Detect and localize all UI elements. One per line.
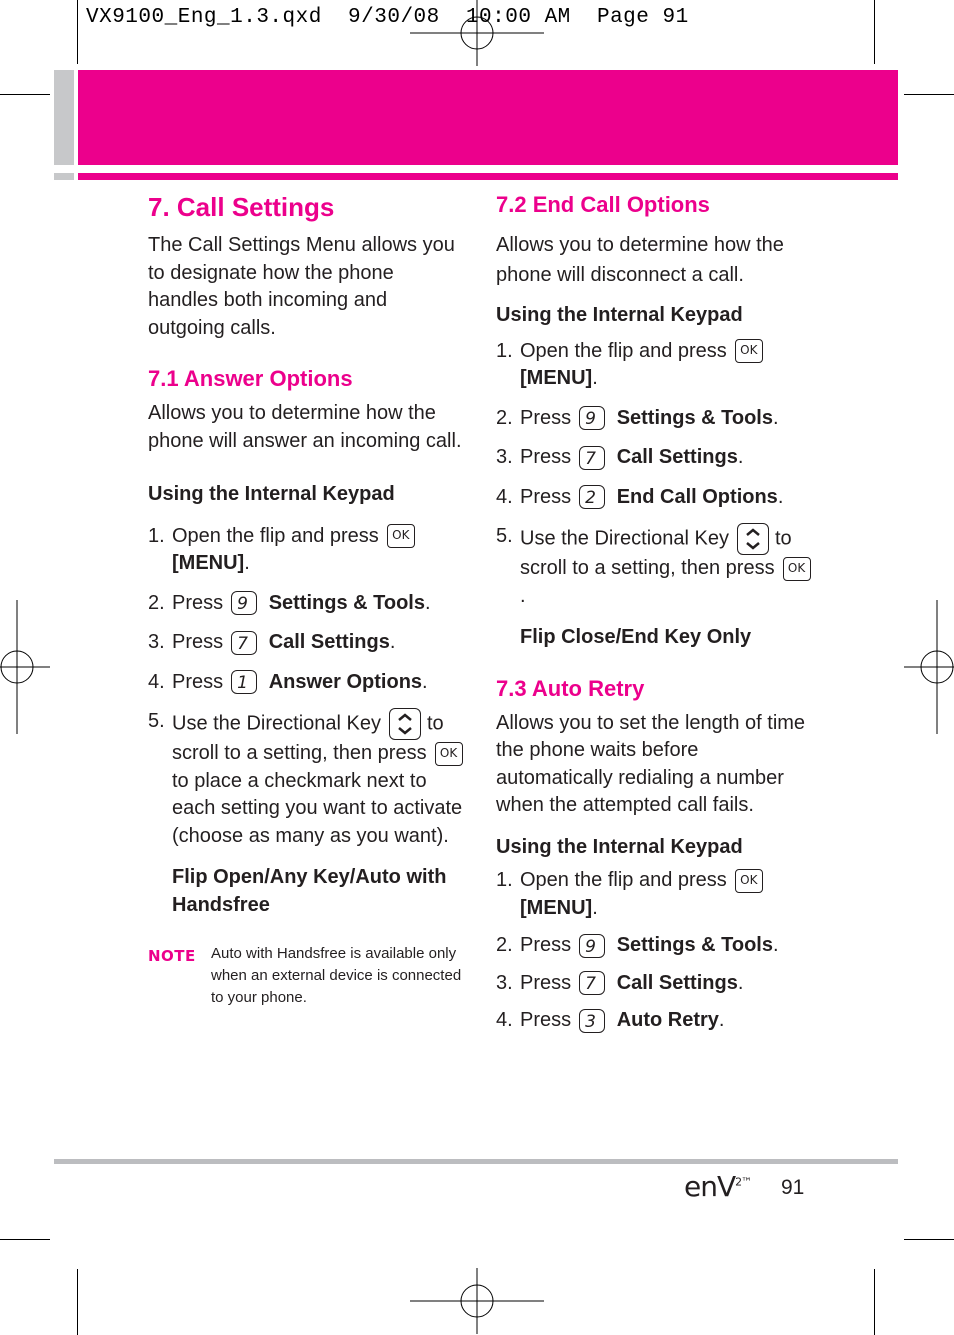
step-1: 1. Open the flip and press OK [MENU]. bbox=[496, 338, 816, 393]
step-5: 5. Use the Directional Key to scroll to a setting, then press OK. bbox=[496, 523, 816, 610]
step-3: 3. Press 7 Call Settings. bbox=[148, 631, 396, 654]
header-pink-rule bbox=[78, 173, 898, 180]
ok-key-icon: OK bbox=[735, 339, 763, 363]
step-2: 2. Press 9 Settings & Tools. bbox=[148, 591, 431, 615]
step-2: 2. Press 9 Settings & Tools. bbox=[496, 406, 779, 430]
registration-mark-icon bbox=[410, 1268, 544, 1334]
end-call-options-heading: 7.2 End Call Options bbox=[496, 192, 710, 217]
step-4: 4. Press 3 Auto Retry. bbox=[496, 1009, 725, 1032]
ok-key-icon: OK bbox=[435, 742, 463, 766]
directional-key-icon bbox=[737, 523, 769, 555]
end-call-options-list: Flip Close/End Key Only bbox=[520, 626, 752, 648]
crop-mark bbox=[77, 1269, 78, 1335]
crop-mark bbox=[904, 1239, 954, 1240]
step-3: 3. Press 7 Call Settings. bbox=[496, 446, 744, 469]
key-9-icon: 9 bbox=[579, 934, 605, 958]
page-title: 7. Call Settings bbox=[148, 192, 335, 222]
header-band bbox=[78, 70, 898, 165]
crop-mark bbox=[77, 0, 78, 64]
note-text: Auto with Handsfree is available only when an external device is connected to your phone. bbox=[211, 945, 462, 1006]
page-number: 91 bbox=[781, 1176, 805, 1199]
note-label: NOTE bbox=[148, 947, 196, 965]
keypad-subheading: Using the Internal Keypad bbox=[496, 304, 743, 326]
key-9-icon: 9 bbox=[231, 591, 257, 615]
step-3: 3. Press 7 Call Settings. bbox=[496, 971, 744, 995]
registration-mark-icon bbox=[0, 600, 50, 734]
note-block bbox=[148, 943, 468, 1009]
step-1: 1. Open the flip and press OK [MENU]. bbox=[148, 523, 468, 578]
directional-key-icon bbox=[389, 708, 421, 740]
key-7-icon: 7 bbox=[579, 446, 605, 470]
answer-options-desc: Allows you to determine how the phone will answer an incoming call. bbox=[148, 402, 462, 452]
answer-options-heading: 7.1 Answer Options bbox=[148, 366, 353, 391]
registration-mark-icon bbox=[410, 0, 544, 66]
print-slug: VX9100_Eng_1.3.qxd 9/30/08 10:00 AM Page 91 bbox=[86, 6, 689, 29]
crop-mark bbox=[0, 1239, 50, 1240]
crop-mark bbox=[874, 1269, 875, 1335]
key-1-icon: 1 bbox=[231, 670, 257, 694]
step-4: 4. Press 2 End Call Options. bbox=[496, 485, 784, 509]
right-column bbox=[496, 190, 816, 1035]
end-call-options-desc: Allows you to determine how the phone will disconnect a call. bbox=[496, 234, 784, 286]
key-7-icon: 7 bbox=[579, 971, 605, 995]
keypad-subheading: Using the Internal Keypad bbox=[496, 835, 743, 858]
crop-mark bbox=[0, 94, 50, 95]
footer-rule bbox=[54, 1159, 898, 1164]
ok-key-icon: OK bbox=[783, 557, 811, 581]
intro-text: The Call Settings Menu allows you to designate how the phone handles both incoming and outgoing calls. bbox=[148, 234, 455, 339]
key-7-icon: 7 bbox=[231, 631, 257, 655]
ok-key-icon: OK bbox=[387, 524, 415, 548]
step-2: 2. Press 9 Settings & Tools. bbox=[496, 934, 779, 957]
ok-key-icon: OK bbox=[735, 869, 763, 893]
key-9-icon: 9 bbox=[579, 406, 605, 430]
step-4: 4. Press 1 Answer Options. bbox=[148, 670, 428, 694]
step-1: 1. Open the flip and press OK [MENU]. bbox=[496, 867, 816, 922]
env2-logo: enV$^{2™}$ bbox=[684, 1170, 752, 1203]
crop-mark bbox=[904, 94, 954, 95]
crop-mark bbox=[874, 0, 875, 64]
key-2-icon: 2 bbox=[579, 485, 605, 509]
auto-retry-desc: Allows you to set the length of time the phone waits before automatically redialing a number when the attempted call fails. bbox=[496, 711, 806, 816]
header-gray-rule bbox=[54, 173, 74, 180]
header-gray-tab bbox=[54, 70, 74, 165]
registration-mark-icon bbox=[904, 600, 954, 734]
keypad-subheading: Using the Internal Keypad bbox=[148, 483, 395, 505]
left-column bbox=[148, 190, 468, 1009]
step-5: 5. Use the Directional Key to scroll to a setting, then press OK to place a checkmark next to each setting you want to activate (choose as many as you want). bbox=[148, 710, 463, 847]
auto-retry-heading: 7.3 Auto Retry bbox=[496, 675, 645, 701]
answer-options-list: Flip Open/Any Key/Auto with Handsfree bbox=[172, 866, 447, 916]
key-3-icon: 3 bbox=[579, 1009, 605, 1033]
